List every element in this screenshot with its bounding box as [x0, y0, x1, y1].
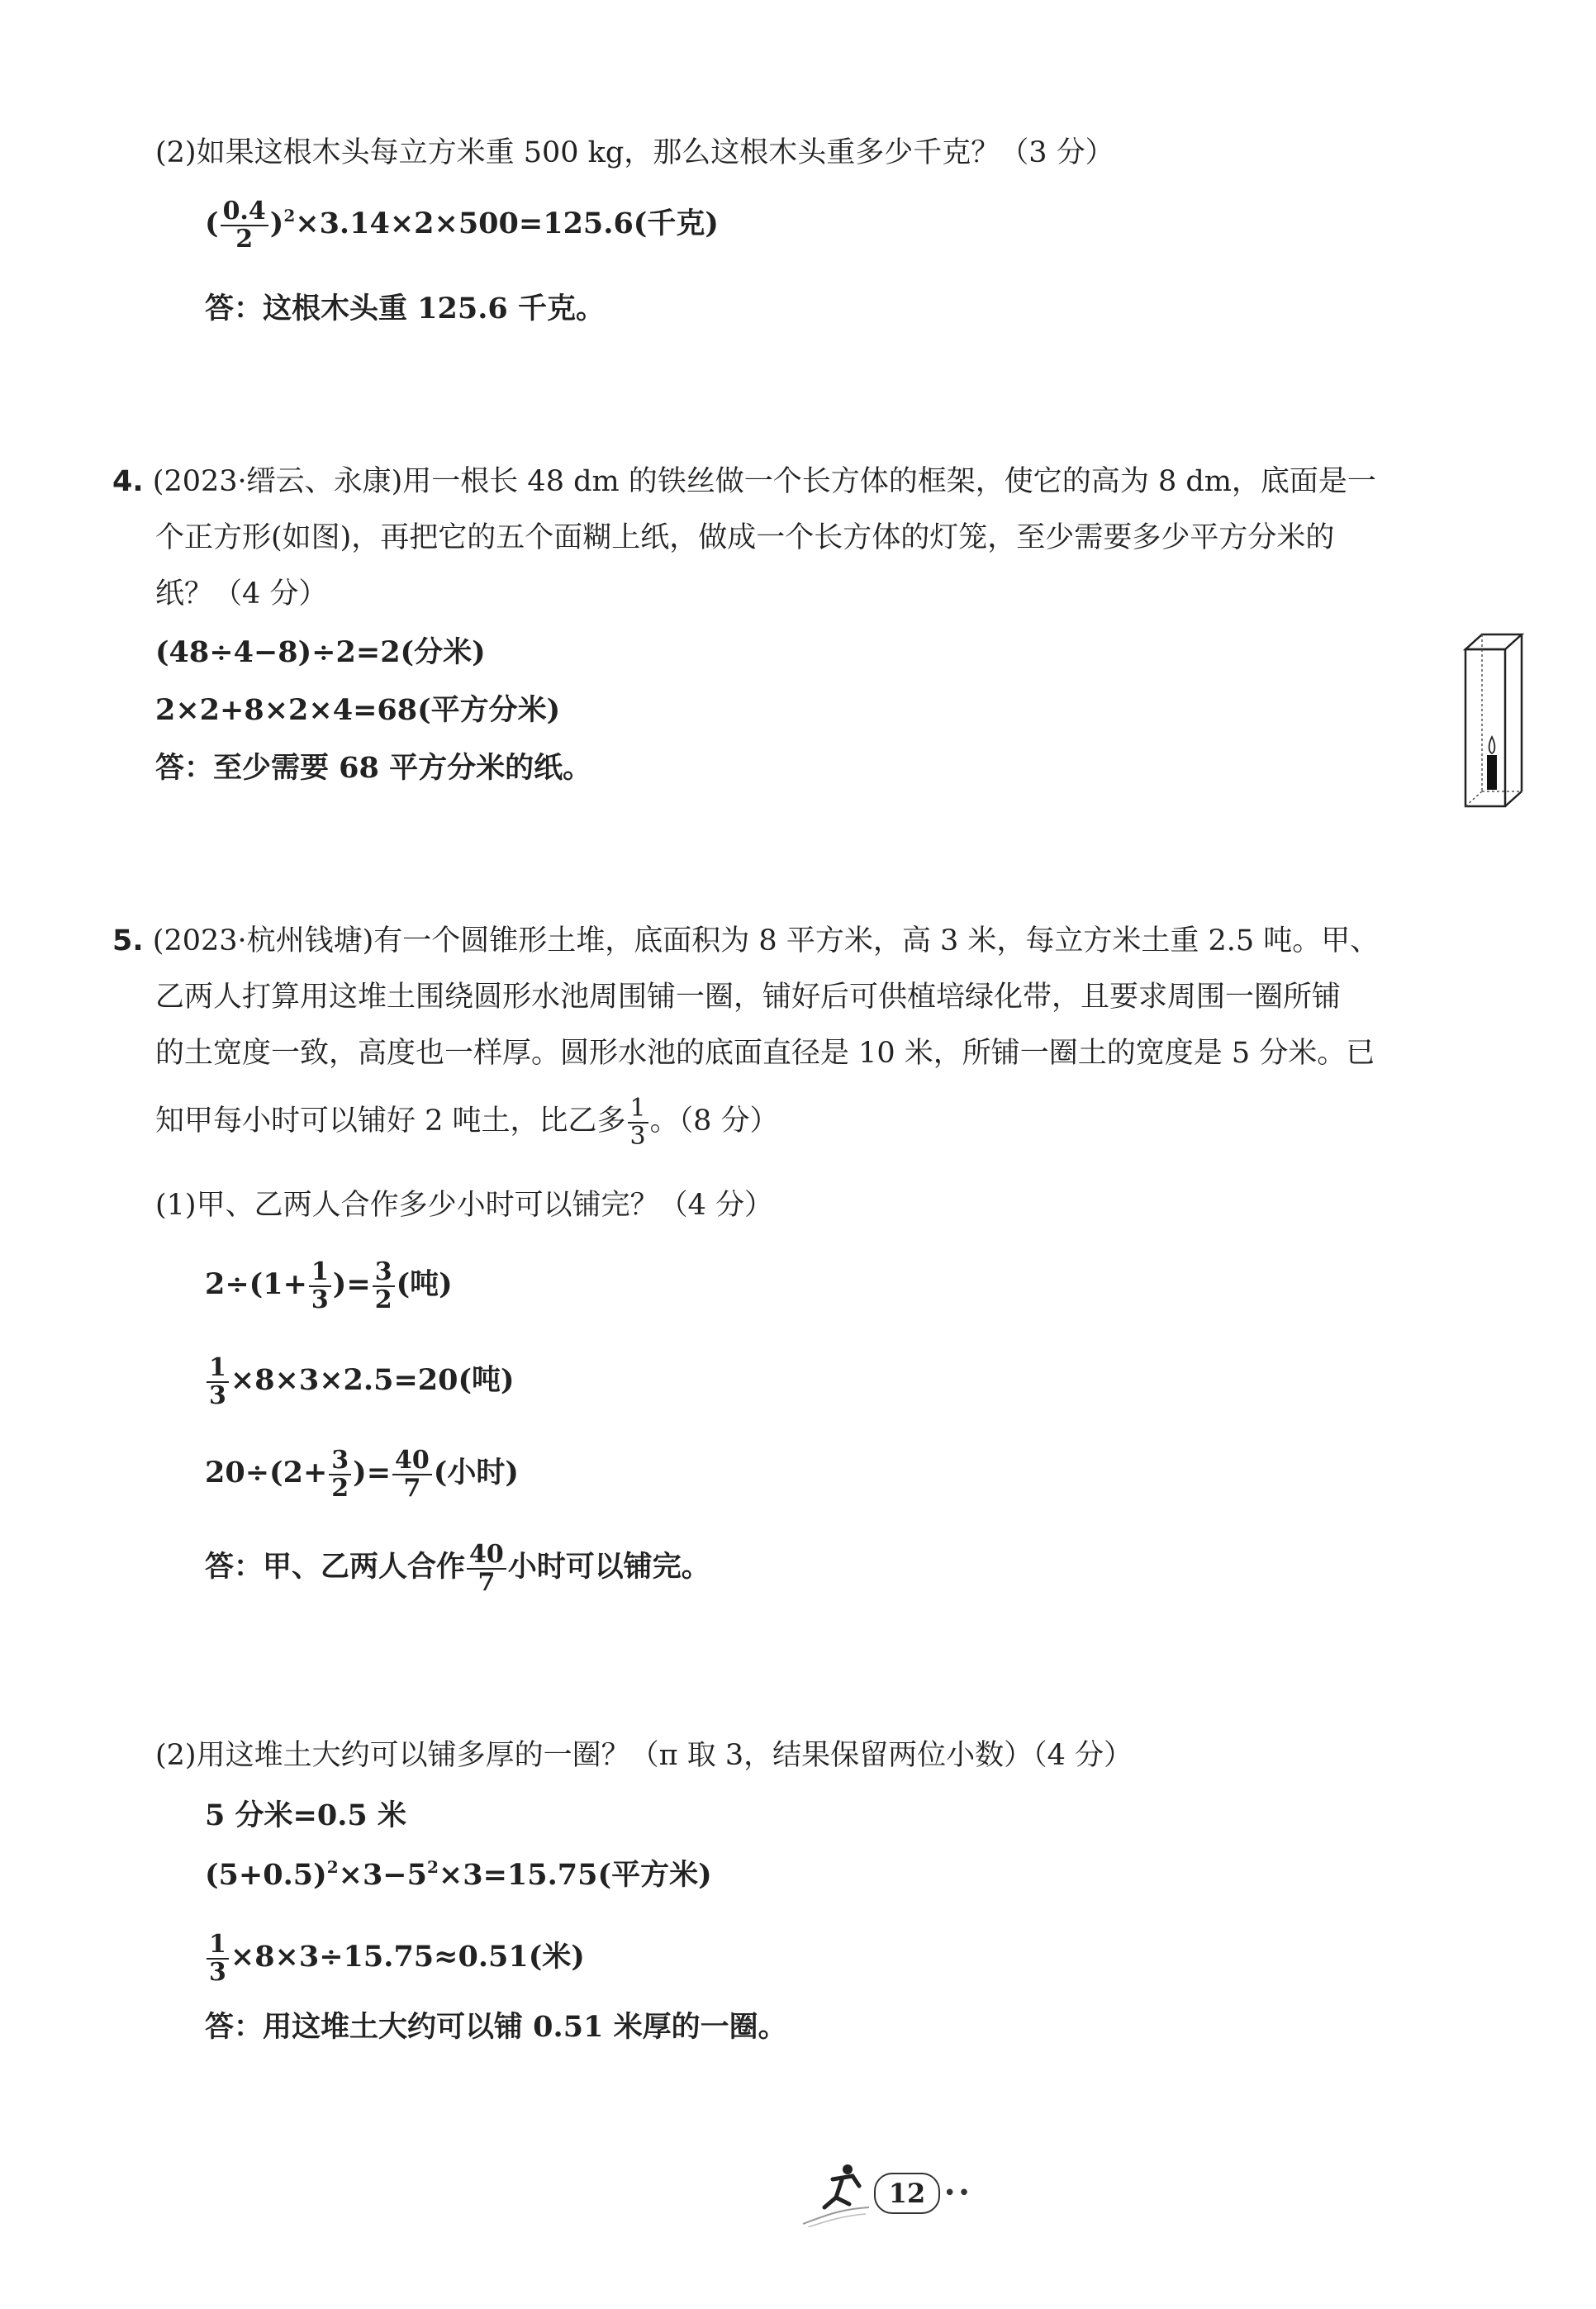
answer-line: 答：这根木头重 125.6 千克。: [205, 292, 605, 325]
answer-line: [205, 1542, 710, 1595]
question-text: (2023·缙云、永康)用一根长 48 dm 的铁丝做一个长方体的框架，使它的高为 8 dm，底面是一: [152, 465, 1376, 498]
fraction-numerator: 40: [392, 1447, 432, 1475]
expr: 20÷(2+: [205, 1456, 328, 1489]
expr: ×8×3×2.5=20(吨): [230, 1363, 515, 1397]
question-5-line2: 乙两人打算用这堆土围绕圆形水池周围铺一圈，铺好后可供植培绿化带，且要求周围一圈所铺: [155, 981, 1342, 1014]
fraction-numerator: 1: [628, 1095, 648, 1124]
solution-step-1: (48÷4−8)÷2=2(分米): [155, 635, 486, 669]
fraction-denominator: 7: [477, 1567, 496, 1597]
fraction: [373, 1259, 395, 1313]
solution-step-3: [205, 1931, 585, 1985]
question-4-line1: [112, 465, 1376, 498]
answer-line: 答：至少需要 68 平方分米的纸。: [155, 751, 592, 785]
fraction-numerator: 3: [373, 1259, 395, 1287]
question-text: (2023·杭州钱塘)有一个圆锥形土堆，底面积为 8 平方米，高 3 米，每立方米土重 2.5 吨。甲、: [152, 924, 1380, 957]
exponent: 2: [426, 1857, 439, 1877]
unit: (小时): [433, 1456, 519, 1489]
lantern-figure: [1462, 631, 1525, 810]
fraction: [628, 1095, 648, 1149]
fraction: [221, 198, 268, 252]
page-number: 12: [874, 2173, 940, 2214]
fraction: [207, 1931, 229, 1985]
exponent: 2: [326, 1857, 339, 1877]
question-5-line1: [112, 924, 1380, 957]
fraction: [467, 1542, 506, 1595]
fraction: [207, 1355, 229, 1409]
calc-line: [205, 198, 719, 252]
unit: (吨): [396, 1267, 453, 1301]
question-part-1: (1)甲、乙两人合作多少小时可以铺完？（4 分）: [155, 1189, 773, 1222]
expr: ×3=15.75(平方米): [438, 1858, 712, 1892]
fraction-numerator: 40: [467, 1542, 506, 1570]
calc-tail: ×3.14×2×500=125.6(千克): [295, 207, 719, 240]
fraction-numerator: 1: [309, 1259, 331, 1287]
answer-line: 答：用这堆土大约可以铺 0.51 米厚的一圈。: [205, 2010, 787, 2044]
question-4-line3: 纸？（4 分）: [155, 577, 328, 611]
question-number: 4.: [112, 465, 144, 498]
fraction-denominator: 2: [235, 224, 254, 254]
fraction: [309, 1259, 331, 1313]
question-text: 知甲每小时可以铺好 2 吨土，比乙多: [155, 1105, 626, 1138]
question-4-line2: 个正方形(如图)，再把它的五个面糊上纸，做成一个长方体的灯笼，至少需要多少平方分米的: [155, 521, 1335, 554]
solution-step-3: [205, 1447, 519, 1501]
fraction-numerator: 0.4: [221, 198, 268, 226]
exponent: 2: [283, 206, 296, 226]
question-5-line3: 的土宽度一致，高度也一样厚。圆形水池的底面直径是 10 米，所铺一圈土的宽度是 5 分米。已: [155, 1037, 1375, 1070]
question-5-line4: [155, 1095, 779, 1149]
solution-step-2: 2×2+8×2×4=68(平方分米): [155, 693, 561, 727]
fraction-numerator: 3: [329, 1447, 351, 1475]
fraction-denominator: 3: [629, 1121, 646, 1151]
expr: )=: [353, 1456, 392, 1489]
fraction-denominator: 7: [403, 1473, 421, 1503]
fraction: [329, 1447, 351, 1501]
fraction-denominator: 3: [311, 1285, 329, 1314]
expr: 2÷(1+: [205, 1267, 307, 1301]
fraction-denominator: 2: [374, 1285, 392, 1314]
expr: ×3−5: [338, 1858, 427, 1892]
fraction-denominator: 2: [331, 1473, 349, 1503]
question-part-2: (2)用这堆土大约可以铺多厚的一圈？（π 取 3，结果保留两位小数）（4 分）: [155, 1739, 1133, 1772]
solution-step-1: [205, 1259, 453, 1313]
fraction-numerator: 1: [207, 1355, 229, 1383]
solution-step-2: [205, 1355, 515, 1409]
runner-logo-icon: [800, 2158, 874, 2227]
fraction-denominator: 3: [209, 1380, 226, 1410]
fraction-numerator: 1: [207, 1931, 229, 1960]
answer-text: 答：甲、乙两人合作: [205, 1550, 466, 1584]
fraction: [392, 1447, 432, 1501]
expr: )=: [332, 1267, 371, 1301]
expr: ×8×3÷15.75≈0.51(米): [230, 1940, 585, 1974]
solution-step-2: [205, 1857, 712, 1892]
answer-text: 小时可以铺完。: [507, 1550, 710, 1584]
calc-close: ): [269, 207, 284, 240]
solution-step-1: 5 分米=0.5 米: [205, 1798, 406, 1832]
expr: (5+0.5): [205, 1858, 327, 1892]
calc-open: (: [205, 207, 219, 240]
question-part-2: (2)如果这根木头每立方米重 500 kg，那么这根木头重多少千克？（3 分）: [155, 136, 1114, 169]
question-number: 5.: [112, 924, 144, 957]
page-dots: ••: [943, 2181, 972, 2206]
question-text: 。（8 分）: [649, 1105, 779, 1138]
fraction-denominator: 3: [209, 1957, 226, 1987]
